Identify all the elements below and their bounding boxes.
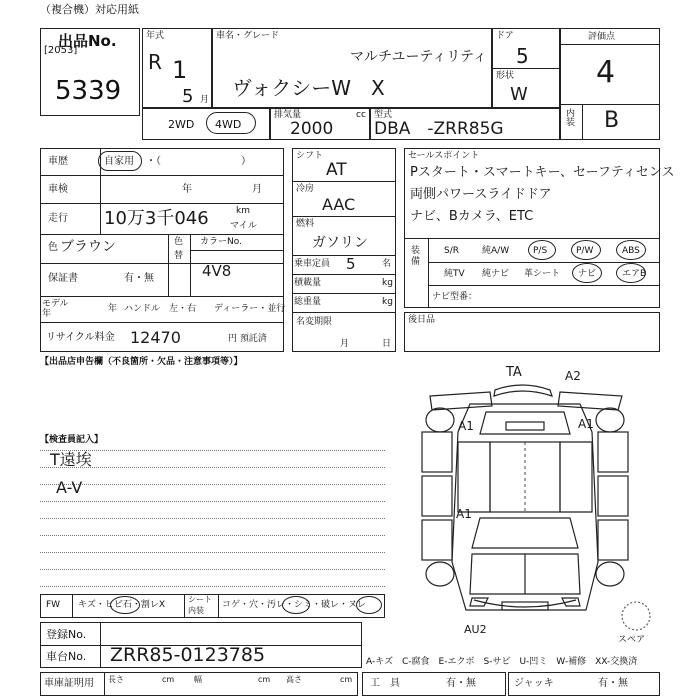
mark-au2: AU2 bbox=[464, 623, 487, 636]
recycle-value: 12470 bbox=[130, 328, 181, 347]
score-value: 4 bbox=[596, 55, 616, 90]
interior-value: B bbox=[604, 108, 620, 133]
mileage-mile: マイル bbox=[230, 221, 257, 231]
capacity-label: 乗車定員 bbox=[294, 259, 331, 269]
name-change-label: 名変期限 bbox=[296, 317, 333, 327]
equip-navi: 純ナビ bbox=[482, 269, 510, 279]
equip-sr: S/R bbox=[444, 246, 459, 256]
equip-pw: P/W bbox=[576, 246, 594, 256]
mark-a2-top: A2 bbox=[565, 369, 581, 383]
sales-label: セールスポイント bbox=[408, 151, 480, 161]
model-year-unit: 年 bbox=[108, 304, 118, 314]
inspector-note1: T遠埃 bbox=[50, 450, 92, 469]
cert-label: 車庫証明用 bbox=[44, 678, 94, 689]
seller-notes-label: 【出品店申告欄（不良箇所・欠品・注意事項等）】 bbox=[40, 357, 243, 367]
defects-a: キズ・ヒビ石・割レX bbox=[78, 600, 165, 610]
interior-label: 内装 bbox=[566, 109, 576, 128]
equip-ps-circle bbox=[528, 240, 556, 260]
drive-2wd: 2WD bbox=[168, 118, 195, 131]
sales-line2: 両側パワースライドドア bbox=[410, 187, 552, 202]
equipment-label: 装備 bbox=[411, 246, 421, 267]
equip-abs-circle bbox=[616, 240, 646, 260]
displacement-value: 2000 bbox=[290, 119, 334, 139]
payload-unit: kg bbox=[382, 278, 393, 288]
car-diagram bbox=[410, 362, 640, 632]
defects-circle-hibi bbox=[110, 596, 140, 614]
equip-navi2-circle bbox=[572, 263, 602, 283]
equip-tv: 純TV bbox=[444, 269, 465, 279]
cert-width-cm: cm bbox=[258, 675, 271, 684]
lot-code: [2053] bbox=[44, 45, 78, 56]
mileage-label: 走行 bbox=[48, 213, 68, 224]
recycle-unit: 円 預託済 bbox=[228, 334, 267, 344]
equip-aw: 純A/W bbox=[482, 246, 510, 256]
warranty-label: 保証書 bbox=[48, 273, 78, 284]
fuel-value: ガソリン bbox=[312, 235, 368, 251]
color-value: ブラウン bbox=[60, 239, 116, 255]
capacity-value: 5 bbox=[346, 255, 356, 273]
mark-a1-mid: A1 bbox=[456, 507, 472, 521]
year-era: R bbox=[148, 50, 162, 74]
defects-circle-nure bbox=[356, 596, 382, 614]
gross-unit: kg bbox=[382, 297, 393, 307]
doors-label: ドア bbox=[496, 31, 514, 41]
chassis-label: 車台No. bbox=[46, 650, 87, 663]
equip-airbag: エアB bbox=[622, 269, 647, 279]
spare-label: スペア bbox=[618, 635, 646, 645]
mark-ta: TA bbox=[506, 365, 522, 380]
inspection-month: 月 bbox=[252, 184, 262, 195]
color-label-a: 色 bbox=[174, 237, 184, 247]
equip-ps: P/S bbox=[533, 246, 548, 256]
payload-label: 積載量 bbox=[294, 278, 322, 288]
model-code-label: 型式 bbox=[374, 110, 393, 120]
mark-a1-left: A1 bbox=[458, 419, 474, 433]
shape-label: 形状 bbox=[496, 71, 515, 81]
inspector-note2: A-V bbox=[56, 478, 83, 497]
sales-line1: Pスタート・スマートキー、セーフティセンス bbox=[410, 165, 675, 180]
defects-fw: FW bbox=[46, 600, 61, 610]
drive-4wd-circle bbox=[206, 112, 256, 134]
jack-label: ジャッキ bbox=[514, 678, 554, 689]
drive-4wd: 4WD bbox=[215, 118, 242, 131]
handle: ハンドル 左・右 bbox=[124, 304, 197, 314]
inspection-year: 年 bbox=[182, 184, 192, 195]
lot-label: 出品No. bbox=[58, 32, 117, 50]
registration-label: 登録No. bbox=[46, 628, 87, 641]
year-value: 1 bbox=[172, 56, 188, 84]
sales-line3: ナビ、Bカメラ、ETC bbox=[410, 209, 534, 224]
defects-b: コゲ・穴・汚レ・シミ・破レ・ヌレ bbox=[222, 600, 367, 610]
inspection-label: 車検 bbox=[48, 184, 68, 195]
lot-number: 5339 bbox=[55, 76, 122, 106]
model-year-label-a: モデル bbox=[42, 299, 69, 309]
model-type: マルチユーティリティ bbox=[350, 49, 487, 65]
history-label: 車歴 bbox=[48, 156, 68, 167]
displacement-unit: cc bbox=[356, 110, 366, 120]
history-circle bbox=[98, 151, 142, 171]
year-month: 5 bbox=[182, 86, 194, 107]
legend: A-キズ C-腐食 E-エクボ S-サビ U-凹ミ W-補修 XX-交換済 bbox=[366, 657, 638, 667]
history-rest: ・（ ） bbox=[146, 156, 251, 167]
history-option: 自家用 bbox=[104, 156, 134, 167]
mileage-value: 10万3千046 bbox=[104, 208, 209, 229]
cert-height: 高さ bbox=[286, 675, 302, 684]
year-label: 年式 bbox=[146, 31, 165, 41]
defects-circle-yogore bbox=[282, 596, 310, 614]
tools-options: 有・無 bbox=[446, 678, 476, 689]
gross-label: 総重量 bbox=[294, 297, 322, 307]
later-label: 後日品 bbox=[408, 315, 436, 325]
mileage-km: km bbox=[236, 206, 250, 216]
model-name: ヴォクシーW X bbox=[232, 76, 385, 100]
cert-length: 長さ bbox=[108, 675, 124, 684]
doors-value: 5 bbox=[516, 44, 529, 68]
color-no-label: カラーNo. bbox=[200, 237, 242, 247]
equip-airbag-circle bbox=[616, 263, 646, 283]
warranty-options: 有・無 bbox=[124, 273, 154, 284]
jack-options: 有・無 bbox=[598, 678, 628, 689]
nav-model-label: ナビ型番： bbox=[432, 292, 478, 302]
color-label-b: 替 bbox=[174, 251, 184, 261]
mark-a1-right: A1 bbox=[578, 417, 594, 431]
later-box bbox=[404, 312, 660, 352]
inspector-label: 【検査員記入】 bbox=[40, 435, 104, 445]
defects-seat: シート bbox=[188, 595, 212, 604]
tools-label: 工 具 bbox=[370, 678, 400, 689]
cert-length-cm: cm bbox=[162, 675, 175, 684]
capacity-unit: 名 bbox=[382, 259, 392, 269]
name-change-month: 月 bbox=[340, 339, 350, 349]
model-code-value: DBA -ZRR85G bbox=[374, 119, 504, 139]
model-year-label-b: 年 bbox=[42, 309, 52, 319]
equip-pw-circle bbox=[571, 240, 601, 260]
shift-value: AT bbox=[326, 160, 347, 180]
score-label: 評価点 bbox=[588, 32, 616, 42]
spare-tire-icon bbox=[620, 600, 652, 632]
shape-value: W bbox=[510, 84, 528, 105]
defects-seat2: 内装 bbox=[188, 606, 204, 615]
cert-height-cm: cm bbox=[340, 675, 353, 684]
year-month-unit: 月 bbox=[200, 95, 210, 105]
form-header: （複合機）対応用紙 bbox=[40, 3, 139, 16]
color-label: 色 bbox=[48, 242, 58, 253]
shift-label: シフト bbox=[296, 151, 324, 161]
aircon-value: AAC bbox=[322, 195, 356, 214]
name-change-day: 日 bbox=[382, 339, 392, 349]
chassis-value: ZRR85-0123785 bbox=[110, 644, 266, 666]
displacement-label: 排気量 bbox=[274, 110, 302, 120]
dealer: ディーラー・並行 bbox=[214, 304, 286, 314]
aircon-label: 冷房 bbox=[296, 184, 315, 194]
fuel-label: 燃料 bbox=[296, 219, 315, 229]
cert-width: 幅 bbox=[194, 675, 202, 684]
equip-leather: 革シート bbox=[524, 269, 561, 279]
color-no-value: 4V8 bbox=[202, 262, 232, 280]
recycle-label: リサイクル料金 bbox=[46, 332, 115, 343]
model-label: 車名・グレード bbox=[216, 31, 280, 41]
equip-navi2: ナビ bbox=[578, 269, 597, 279]
equip-abs: ABS bbox=[622, 246, 640, 256]
